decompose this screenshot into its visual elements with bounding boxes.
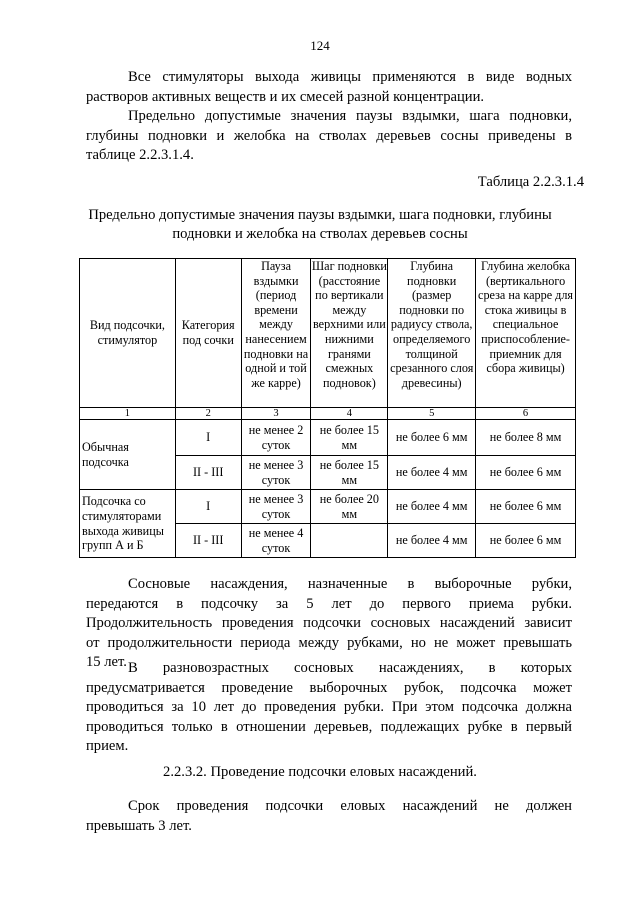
pause-cell: не менее 2 суток (241, 420, 311, 456)
paragraph-table-intro (86, 107, 572, 166)
pause-cell: не менее 4 суток (241, 524, 311, 558)
column-number: 5 (388, 408, 476, 420)
table-row (80, 490, 576, 524)
header-cell: Пауза вздымки (период времени между нанесением подновки на одной и той же карре) (241, 259, 311, 408)
text-line: таблице 2.2.3.1.4. (86, 147, 194, 163)
depth-cell: не более 6 мм (388, 420, 476, 456)
table-label: Таблица 2.2.3.1.4 (477, 174, 584, 190)
paragraph-stimulators (86, 68, 572, 107)
subtapping-type-cell: Обычная подсочка (80, 420, 176, 490)
header-cell: Глубина желобка (вертикального среза на карре для стока живицы в специальное приспособление-приемник для сбора живицы) (476, 259, 576, 408)
text-line: 15 лет. (86, 654, 127, 670)
text-line: Продолжительность проведения подсочки сосновых насаждений зависит (86, 615, 572, 631)
step-cell (311, 524, 388, 558)
step-cell: не более 15 мм (311, 456, 388, 490)
text-line: прием. (86, 738, 129, 754)
caption-line: Предельно допустимые значения паузы вздымки, шага подновки, глубины (88, 207, 552, 223)
section-heading: 2.2.3.2. Проведение подсочки еловых насаждений. (163, 764, 477, 780)
header-cell: Категория под сочки (175, 259, 241, 408)
column-number: 3 (241, 408, 311, 420)
category-cell: II - III (175, 524, 241, 558)
text-line: Сосновые насаждения, назначенные в выборочные рубки, (128, 576, 572, 592)
groove-cell: не более 6 мм (476, 490, 576, 524)
text-line: Срок проведения подсочки еловых насаждений не должен (128, 798, 572, 814)
limits-table (79, 258, 576, 558)
paragraph-spruce-term (86, 797, 572, 836)
depth-cell: не более 4 мм (388, 456, 476, 490)
step-cell: не более 20 мм (311, 490, 388, 524)
text-line: В разновозрастных сосновых насаждениях, в которых (128, 660, 572, 676)
text-line: предусматривается проведение выборочных рубок, подсочка может (86, 679, 572, 696)
text-line: от продолжительности периода между рубками, но не может превышать (86, 634, 572, 651)
column-number: 6 (476, 408, 576, 420)
text-line: передаются в подсочку за 5 лет до первого приема рубки. (86, 595, 572, 612)
groove-cell: не более 6 мм (476, 524, 576, 558)
text-line: проводиться только в отношении деревьев, подлежащих рубке в первый (86, 718, 572, 735)
subtapping-type-cell: Подсочка со стимуляторами выхода живицы групп А и Б (80, 490, 176, 558)
column-number: 4 (311, 408, 388, 420)
page-number: 124 (310, 38, 330, 53)
depth-cell: не более 4 мм (388, 524, 476, 558)
column-number: 1 (80, 408, 176, 420)
groove-cell: не более 6 мм (476, 456, 576, 490)
pause-cell: не менее 3 суток (241, 490, 311, 524)
category-cell: II - III (175, 456, 241, 490)
depth-cell: не более 4 мм (388, 490, 476, 524)
category-cell: I (175, 490, 241, 524)
text-line: глубины подновки и желобка на стволах деревьев сосны приведены в (86, 127, 572, 144)
groove-cell: не более 8 мм (476, 420, 576, 456)
step-cell: не более 15 мм (311, 420, 388, 456)
table-row (80, 420, 576, 456)
paragraph-uneven-aged (86, 659, 572, 757)
pause-cell: не менее 3 суток (241, 456, 311, 490)
column-number-row (80, 408, 576, 420)
text-line: Предельно допустимые значения паузы вздымки, шага подновки, (128, 108, 572, 124)
table-caption (60, 206, 580, 244)
text-line: растворов активных веществ и их смесей разной концентрации. (86, 88, 485, 105)
caption-line: подновки и желобка на стволах деревьев сосны (172, 226, 468, 242)
text-line: превышать 3 лет. (86, 817, 192, 834)
header-cell: Шаг подновки (расстояние по вертикали между верхними или нижними гранями смежных подновок) (311, 259, 388, 408)
table-header-row (80, 259, 576, 408)
paragraph-pine-stands (86, 575, 572, 673)
header-cell: Вид подсочки, стимулятор (80, 259, 176, 408)
category-cell: I (175, 420, 241, 456)
text-line: проводиться за 10 лет до проведения рубки. При этом подсочка должна (86, 699, 572, 715)
header-cell: Глубина подновки (размер подновки по радиусу ствола, определяемого толщиной срезанного слоя древесины) (388, 259, 476, 408)
text-line: Все стимуляторы выхода живицы применяются в виде водных (128, 69, 572, 85)
column-number: 2 (175, 408, 241, 420)
